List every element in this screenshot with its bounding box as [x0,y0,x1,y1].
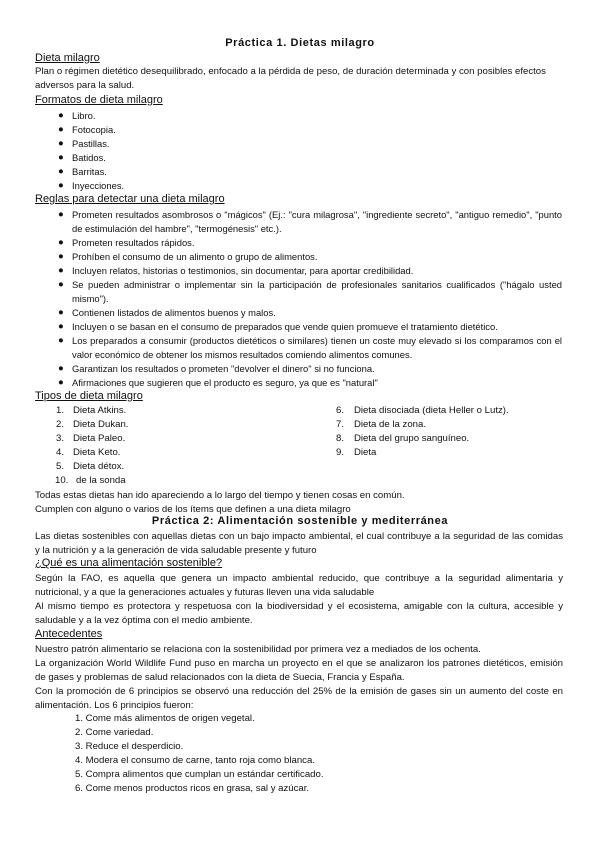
dieta-milagro-definition: Plan o régimen dietético desequilibrado, enfocado a la pérdida de peso, de duración determinada y con posibles efectos adversos para la salud. [35,66,546,91]
list-number: 5. [56,461,65,472]
bullet-icon: ● [58,377,64,388]
antecedentes-p1: Nuestro patrón alimentario se relaciona con la sostenibilidad por primera vez a mediados de los ochenta. [35,644,481,655]
list-item: Dieta Dukan. [73,419,129,430]
list-number: 2. [56,419,65,430]
list-item: Prohíben el consumo de un alimento o grupo de alimentos. [72,251,318,262]
list-item: Pastillas. [72,138,110,149]
list-item: Dieta de la zona. [354,419,426,430]
bullet-icon: ● [58,152,64,163]
list-item: 3. Reduce el desperdicio. [75,741,184,752]
list-item: Los preparados a consumir (productos dietéticos o similares) tienen un coste muy elevado si los comparamos con el valor económico de obtener los mismos resultados comiendo alimentos comunes. [72,335,562,360]
antecedentes-p2: La organización World Wildlife Fund puso en marcha un proyecto en el que se analizaron los patrones dietéticos, emisión de gases y problemas de salud relacionados con la dieta de Suecia, Francia y España. [35,658,563,683]
heading-reglas: Reglas para detectar una dieta milagro [35,193,225,205]
list-item: Prometen resultados asombrosos o "mágicos" (Ej.: "cura milagrosa", "ingrediente secreto", "antiguo remedio", "punto de estimulación del hambre", "termogénesis" etc.). [72,209,562,234]
sostenible-fao: Según la FAO, es aquella que genera un impacto ambiental reducido, que contribuye a la seguridad alimentaria y nutricional, y a que la generaciones actuales y futuras lleven una vida saludable [35,573,563,598]
list-item: Prometen resultados rápidos. [72,237,195,248]
bullet-icon: ● [58,279,64,290]
list-item: Batidos. [72,152,106,163]
bullet-icon: ● [58,180,64,191]
list-item: 4. Modera el consumo de carne, tanto roja como blanca. [75,755,315,766]
bullet-icon: ● [58,251,64,262]
list-item: Dieta détox. [73,461,125,472]
list-item: Garantizan los resultados o prometen "devolver el dinero" si no funciona. [72,363,375,374]
bullet-icon: ● [58,138,64,149]
list-item: Dieta [354,447,377,458]
list-item: 1. Come más alimentos de origen vegetal. [75,713,255,724]
list-item: Dieta Paleo. [73,433,126,444]
list-item: 5. Compra alimentos que cumplan un estándar certificado. [75,769,324,780]
bullet-icon: ● [58,321,64,332]
list-item: Inyecciones. [72,180,125,191]
list-item: Afirmaciones que sugieren que el producto es seguro, ya que es "natural" [72,377,378,388]
list-number: 3. [56,433,65,444]
list-number: 1. [56,405,65,416]
list-item: Dieta Atkins. [73,405,127,416]
list-item: Dieta disociada (dieta Heller o Lutz). [354,405,509,416]
title-practica-1: Práctica 1. Dietas milagro [225,37,375,49]
list-number: 4. [56,447,65,458]
list-item: de la sonda [76,475,126,486]
title-practica-2: Práctica 2: Alimentación sostenible y mediterránea [151,515,449,527]
bullet-icon: ● [58,110,64,121]
list-item: Libro. [72,110,96,121]
bullet-icon: ● [58,307,64,318]
list-item: 2. Come variedad. [75,727,154,738]
bullet-icon: ● [58,363,64,374]
bullet-icon: ● [58,209,64,220]
list-number: 8. [336,433,345,444]
bullet-icon: ● [58,124,64,135]
heading-alimentacion-sostenible: ¿Qué es una alimentación sostenible? [35,557,223,569]
heading-tipos: Tipos de dieta milagro [35,390,143,402]
bullet-icon: ● [58,265,64,276]
tipos-closing-2: Cumplen con alguno o varios de los ítems que definen a una dieta milagro [35,504,351,515]
bullet-icon: ● [58,335,64,346]
bullet-icon: ● [58,166,64,177]
list-number: 9. [336,447,345,458]
list-item: Contienen listados de alimentos buenos y malos. [72,307,276,318]
list-item: 6. Come menos productos ricos en grasa, sal y azúcar. [75,783,310,794]
list-number: 10. [55,475,69,486]
list-item: Se pueden administrar o implementar sin la participación de profesionales sanitarios cualificados ("hágalo usted mismo"). [72,279,562,304]
bullet-icon: ● [58,237,64,248]
sostenible-protectora: Al mismo tiempo es protectora y respetuosa con la biodiversidad y el ecosistema, amigable con la cultura, accesible y saludable y a la vez óptima con el medio ambiente. [35,601,563,626]
heading-antecedentes: Antecedentes [35,628,103,640]
tipos-closing-1: Todas estas dietas han ido apareciendo a lo largo del tiempo y tienen cosas en común. [35,490,405,501]
list-number: 6. [336,405,345,416]
list-item: Dieta del grupo sanguíneo. [354,433,470,444]
heading-dieta-milagro: Dieta milagro [35,52,100,64]
list-item: Barritas. [72,166,107,177]
list-item: Incluyen relatos, historias o testimonios, sin documentar, para aportar credibilidad. [72,265,414,276]
antecedentes-p3: Con la promoción de 6 principios se observó una reducción del 25% de la emisión de gases sin un aumento del coste en alimentación. Los 6 principios fueron: [35,686,563,711]
heading-formatos: Formatos de dieta milagro [35,94,163,106]
list-item: Incluyen o se basan en el consumo de preparados que vende quien promueve el tratamiento dietético. [72,321,498,332]
list-number: 7. [336,419,345,430]
sostenible-intro: Las dietas sostenibles con aquellas dietas con un bajo impacto ambiental, el cual contribuye a la seguridad de las comidas y la nutrición y a la generación de vida saludable presente y futuro [35,531,563,556]
list-item: Fotocopia. [72,124,116,135]
list-item: Dieta Keto. [73,447,121,458]
